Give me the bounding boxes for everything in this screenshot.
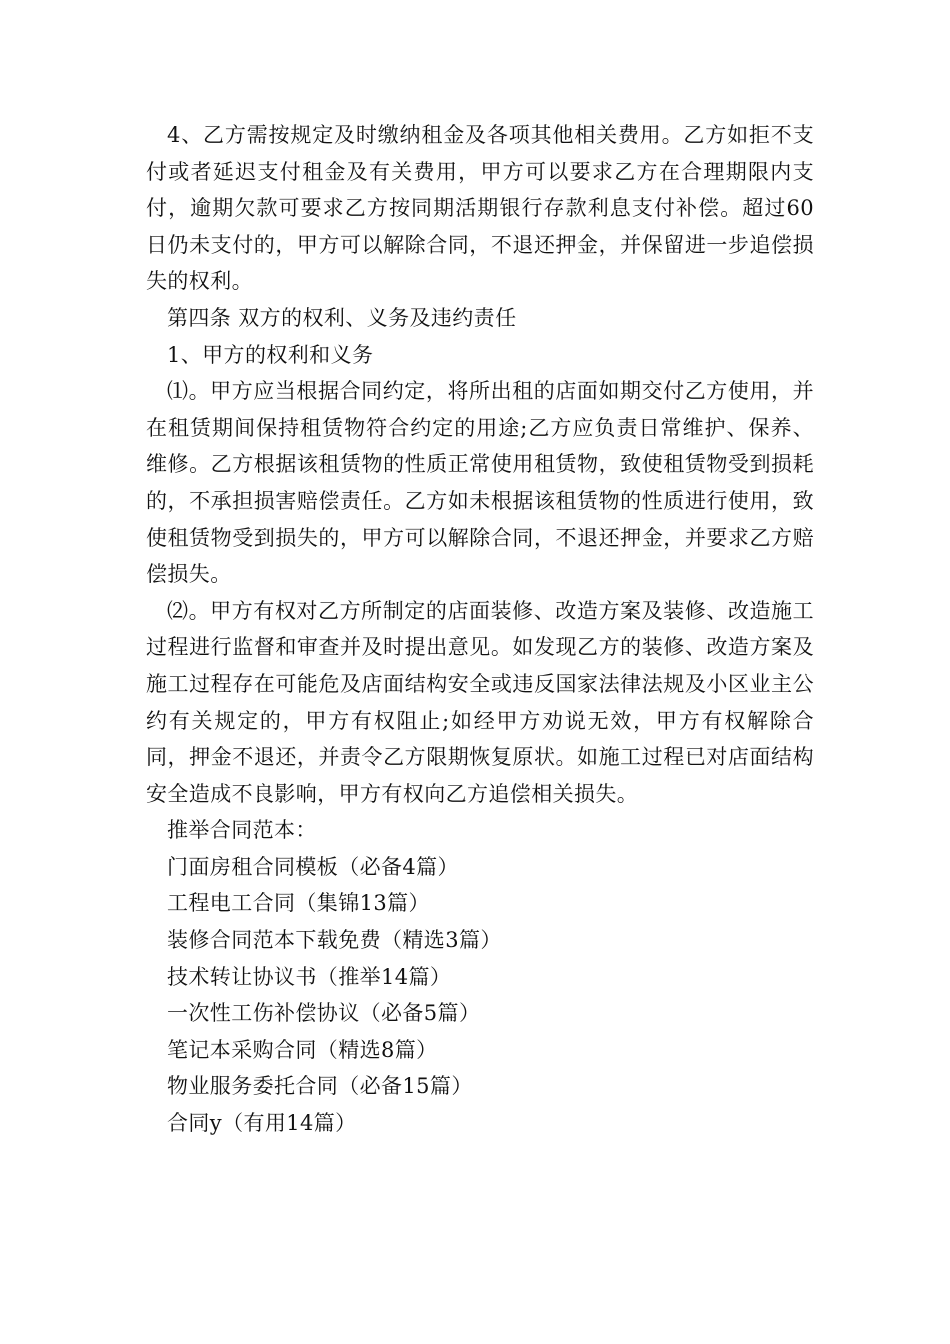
- recommend-link-7[interactable]: 物业服务委托合同（必备15篇）: [167, 1074, 473, 1099]
- paragraph-clause-2: ⑵。甲方有权对乙方所制定的店面装修、改造方案及装修、改造施工过程进行监督和审查并及时提出意见。如发现乙方的装修、改造方案及施工过程存在可能危及店面结构安全或违反国家法律法规及小区业主公约有关规定的，甲方有权阻止;如经甲方劝说无效，甲方有权解除合同，押金不退还，并责令乙方限期恢复原状。如施工过程已对店面结构安全造成不良影响，甲方有权向乙方追偿相关损失。: [146, 598, 814, 806]
- document-page: [146, 117, 814, 1142]
- subsection-heading-party-a: 1、甲方的权利和义务: [167, 342, 374, 367]
- recommend-link-8[interactable]: 合同y（有用14篇）: [167, 1111, 357, 1136]
- recommend-link-1[interactable]: 门面房租合同模板（必备4篇）: [167, 854, 459, 879]
- recommend-link-4[interactable]: 技术转让协议书（推举14篇）: [167, 964, 452, 989]
- recommend-link-6[interactable]: 笔记本采购合同（精选8篇）: [167, 1037, 438, 1062]
- recommend-link-3[interactable]: 装修合同范本下载免费（精选3篇）: [167, 928, 502, 953]
- recommend-link-5[interactable]: 一次性工伤补偿协议（必备5篇）: [167, 1001, 481, 1026]
- recommend-link-2[interactable]: 工程电工合同（集锦13篇）: [167, 891, 430, 916]
- section-heading-article-4: 第四条 双方的权利、义务及违约责任: [167, 305, 517, 330]
- paragraph-payment-clause: 4、乙方需按规定及时缴纳租金及各项其他相关费用。乙方如拒不支付或者延迟支付租金及有关费用，甲方可以要求乙方在合理期限内支付，逾期欠款可要求乙方按同期活期银行存款利息支付补偿。超过60日仍未支付的，甲方可以解除合同，不退还押金，并保留进一步追偿损失的权利。: [146, 123, 814, 294]
- recommend-heading: 推举合同范本：: [167, 818, 317, 843]
- paragraph-clause-1: ⑴。甲方应当根据合同约定，将所出租的店面如期交付乙方使用，并在租赁期间保持租赁物符合约定的用途;乙方应负责日常维护、保养、维修。乙方根据该租赁物的性质正常使用租赁物，致使租赁物受到损耗的，不承担损害赔偿责任。乙方如未根据该租赁物的性质进行使用，致使租赁物受到损失的，甲方可以解除合同，不退还押金，并要求乙方赔偿损失。: [146, 379, 814, 587]
